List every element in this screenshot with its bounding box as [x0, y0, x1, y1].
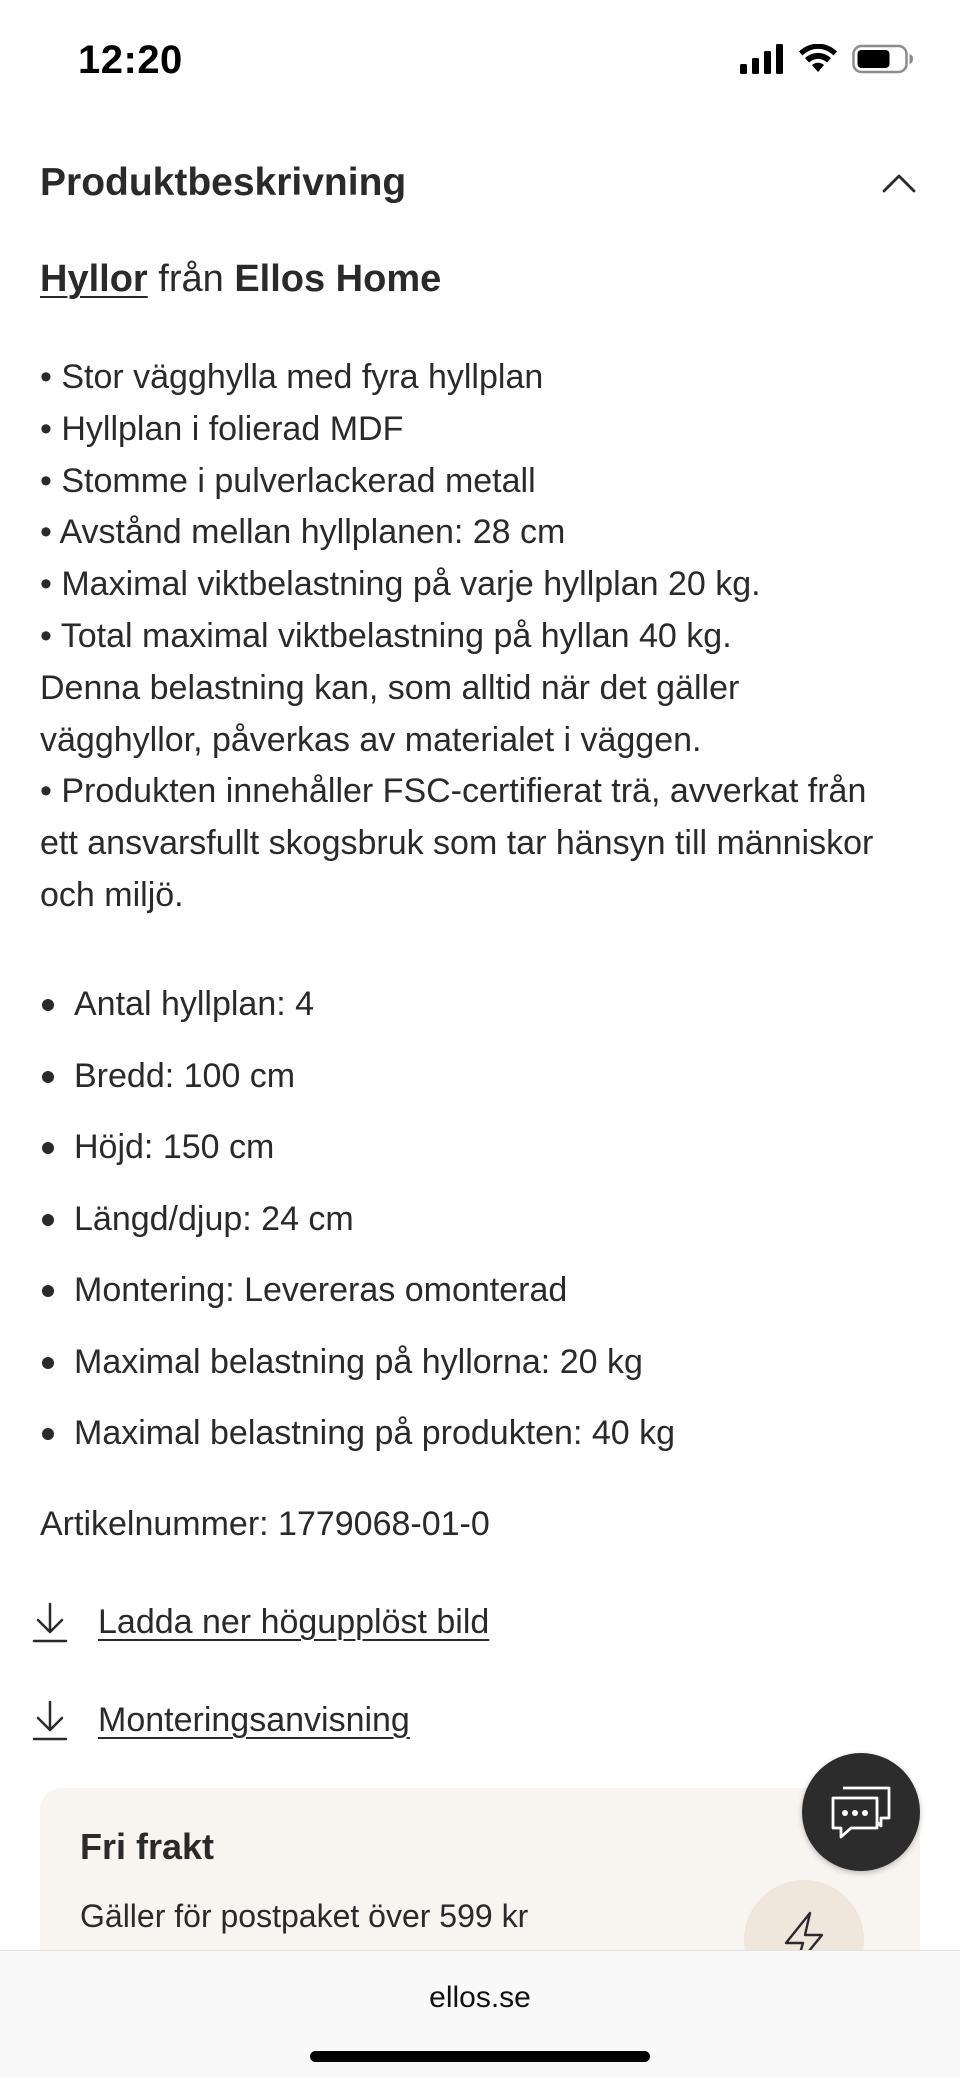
brand-connector: från: [147, 258, 235, 300]
assembly-instructions-link[interactable]: [32, 1694, 410, 1746]
description-line: • Total maximal viktbelastning på hyllan 40 kg.: [40, 616, 732, 655]
wifi-icon: [798, 44, 838, 74]
description-line: Denna belastning kan, som alltid när det gäller: [40, 668, 740, 707]
spec-item: [40, 1407, 920, 1479]
home-indicator[interactable]: [310, 2051, 650, 2062]
spec-text: Längd/djup: 24 cm: [74, 1199, 354, 1238]
status-time: 12:20: [78, 38, 183, 82]
chat-icon: [829, 1784, 893, 1840]
bullet-dot: [42, 1357, 54, 1369]
download-icon: [32, 1699, 68, 1741]
chat-button[interactable]: [802, 1753, 920, 1871]
description-line: • Maximal viktbelastning på varje hyllplan 20 kg.: [40, 565, 761, 604]
status-icons: [740, 44, 914, 74]
description-line: • Stor vägghylla med fyra hyllplan: [40, 358, 544, 396]
spec-item: [40, 1193, 920, 1265]
description-line: • Stomme i pulverlackerad metall: [40, 461, 536, 500]
assembly-instructions-label[interactable]: Monteringsanvisning: [98, 1700, 410, 1739]
bullet-dot: [42, 1071, 54, 1083]
description-line: ett ansvarsfullt skogsbruk som tar hänsyn till människor: [40, 824, 874, 863]
battery-icon: [852, 44, 914, 74]
bullet-dot: [42, 1214, 54, 1226]
promo-text: Gäller för postpaket över 599 kr: [80, 1898, 529, 1934]
bullet-dot: [42, 1428, 54, 1440]
chevron-up-icon[interactable]: [878, 162, 920, 204]
spec-text: Bredd: 100 cm: [74, 1056, 296, 1095]
spec-text: Höjd: 150 cm: [74, 1128, 275, 1166]
bullet-dot: [42, 1142, 54, 1154]
signal-icon: [740, 44, 784, 74]
url-text[interactable]: ellos.se: [429, 1981, 531, 2014]
description-line: • Produkten innehåller FSC-certifierat trä, avverkat från: [40, 772, 867, 811]
section-title: Produktbeskrivning: [40, 161, 407, 204]
download-high-res-link[interactable]: [32, 1596, 489, 1648]
brand-line: [40, 258, 441, 301]
description-line: vägghyllor, påverkas av materialet i väggen.: [40, 720, 702, 759]
spec-item: [40, 1264, 920, 1336]
download-icon: [32, 1601, 68, 1643]
description-line: och miljö.: [40, 875, 184, 914]
download-high-res-label[interactable]: Ladda ner högupplöst bild: [98, 1602, 490, 1641]
description-line: • Hyllplan i folierad MDF: [40, 409, 404, 448]
spec-text: Maximal belastning på hyllorna: 20 kg: [74, 1342, 643, 1381]
browser-address-bar[interactable]: [0, 1950, 960, 2078]
promo-title: Fri frakt: [80, 1826, 215, 1867]
description-line: • Avstånd mellan hyllplanen: 28 cm: [40, 513, 566, 552]
spec-item: [40, 1050, 920, 1122]
spec-item: [40, 1121, 920, 1193]
status-bar: [0, 0, 960, 120]
spec-text: Antal hyllplan: 4: [74, 985, 315, 1023]
spec-text: Montering: Levereras omonterad: [74, 1271, 568, 1309]
bullet-dot: [42, 999, 54, 1011]
spec-text: Maximal belastning på produkten: 40 kg: [74, 1414, 676, 1452]
product-description: [40, 352, 930, 922]
category-link[interactable]: Hyllor: [40, 258, 148, 300]
brand-name: Ellos Home: [234, 258, 442, 300]
spec-list: [40, 978, 920, 1479]
spec-item: [40, 1336, 920, 1408]
bullet-dot: [42, 1285, 54, 1297]
article-number: Artikelnummer: 1779068-01-0: [40, 1505, 490, 1543]
spec-item: [40, 978, 920, 1050]
product-description-header[interactable]: [40, 150, 920, 216]
